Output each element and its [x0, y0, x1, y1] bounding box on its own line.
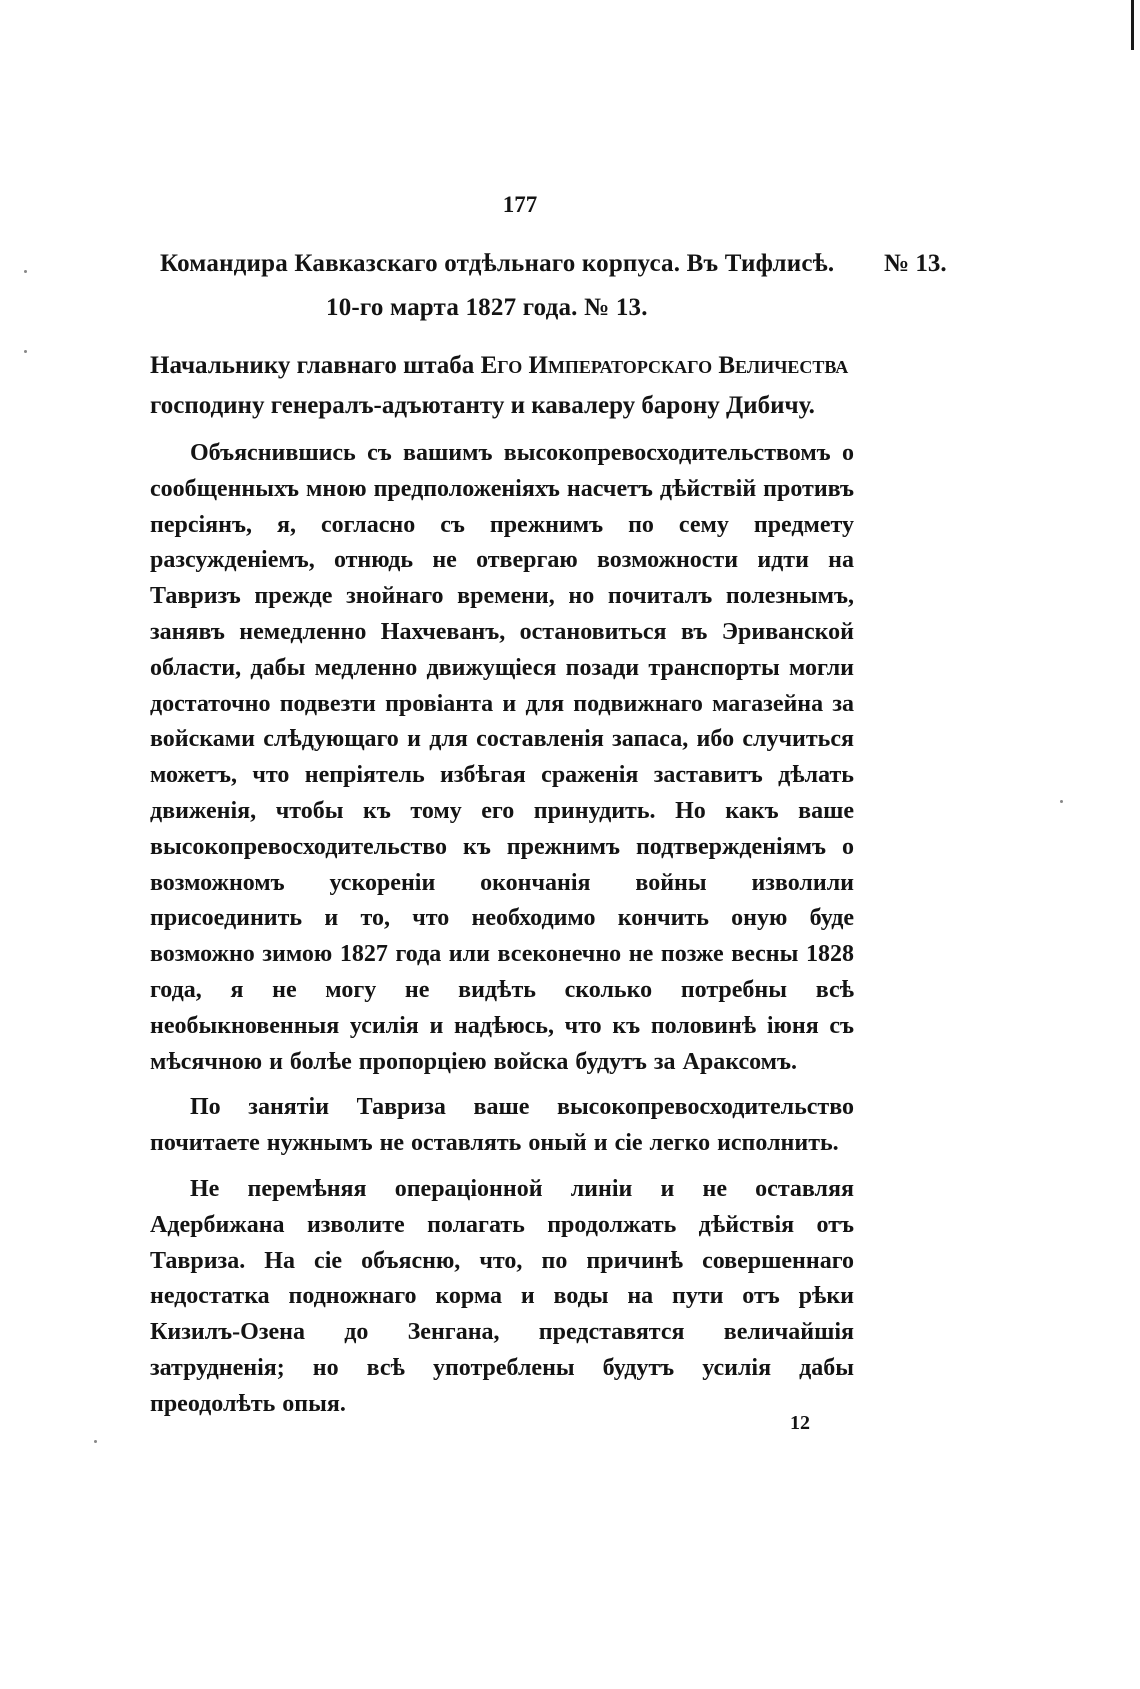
document-header-line-1: Командира Кавказскаго отдѣльнаго корпуса. Въ Тифлисѣ.	[160, 250, 835, 277]
letter-body	[150, 436, 854, 1433]
scan-speck	[24, 350, 27, 353]
document-header-line-2: 10-го марта 1827 года. № 13.	[326, 294, 648, 321]
scan-speck	[1060, 800, 1063, 803]
signature-mark: 12	[790, 1412, 810, 1434]
salutation	[150, 346, 854, 426]
salutation-title: Его Императорскаго Величества	[480, 352, 849, 379]
paragraph-2: По занятіи Тавриза ваше высокопревосходительство почитаете нужнымъ не оставлять оный и сіе легко исполнить.	[150, 1094, 854, 1157]
document-number: № 13.	[884, 250, 947, 277]
paragraph-1: Объяснившись съ вашимъ высокопревосходительствомъ о сообщенныхъ мною предположеніяхъ насчетъ дѣйствій противъ персіянъ, я, согласно съ прежнимъ по сему предмету разсужденіемъ, отнюдь не отвергаю возможности идти на Тавризъ прежде знойнаго времени, но почиталъ полезнымъ, занявъ немедленно Нахчеванъ, остановиться въ Эриванской области, дабы медленно движущіеся позади транспорты могли достаточно подвезти провіанта и для подвижнаго магазейна за войсками слѣдующаго и для составленія запаса, ибо случиться можетъ, что непріятель избѣгая сраженія заставитъ дѣлать движенія, чтобы къ тому его принудить. Но какъ ваше высокопревосходительство къ прежнимъ подтвержденіямъ о возможномъ ускореніи окончанія войны изволили присоединить и то, что необходимо кончить оную буде возможно зимою 1827 года или всеконечно не позже весны 1828 года, я не могу не видѣть сколько потребны всѣ необыкновенныя усилія и надѣюсь, что къ половинѣ іюня съ мѣсячною и болѣе пропорціею войска будутъ за Араксомъ.	[150, 440, 854, 1075]
salutation-part-1: Начальнику главнаго штаба	[150, 352, 481, 379]
page-number: 177	[502, 192, 538, 217]
scan-speck	[94, 1440, 97, 1443]
paragraph-3: Не перемѣняя операціонной линіи и не оставляя Адербижана изволите полагать продолжать дѣйствія отъ Тавриза. На сіе объясню, что, по причинѣ совершеннаго недостатка подножнаго корма и воды на пути отъ рѣки Кизилъ-Озена до Зенгана, представятся величайшія затрудненія; но всѣ употреблены будутъ усилія дабы преодолѣть опыя.	[150, 1175, 854, 1417]
page-edge-rule	[1131, 0, 1134, 50]
salutation-line-2: господину генералъ-адъютанту и кавалеру барону Дибичу.	[150, 392, 815, 419]
scan-speck	[24, 270, 27, 273]
